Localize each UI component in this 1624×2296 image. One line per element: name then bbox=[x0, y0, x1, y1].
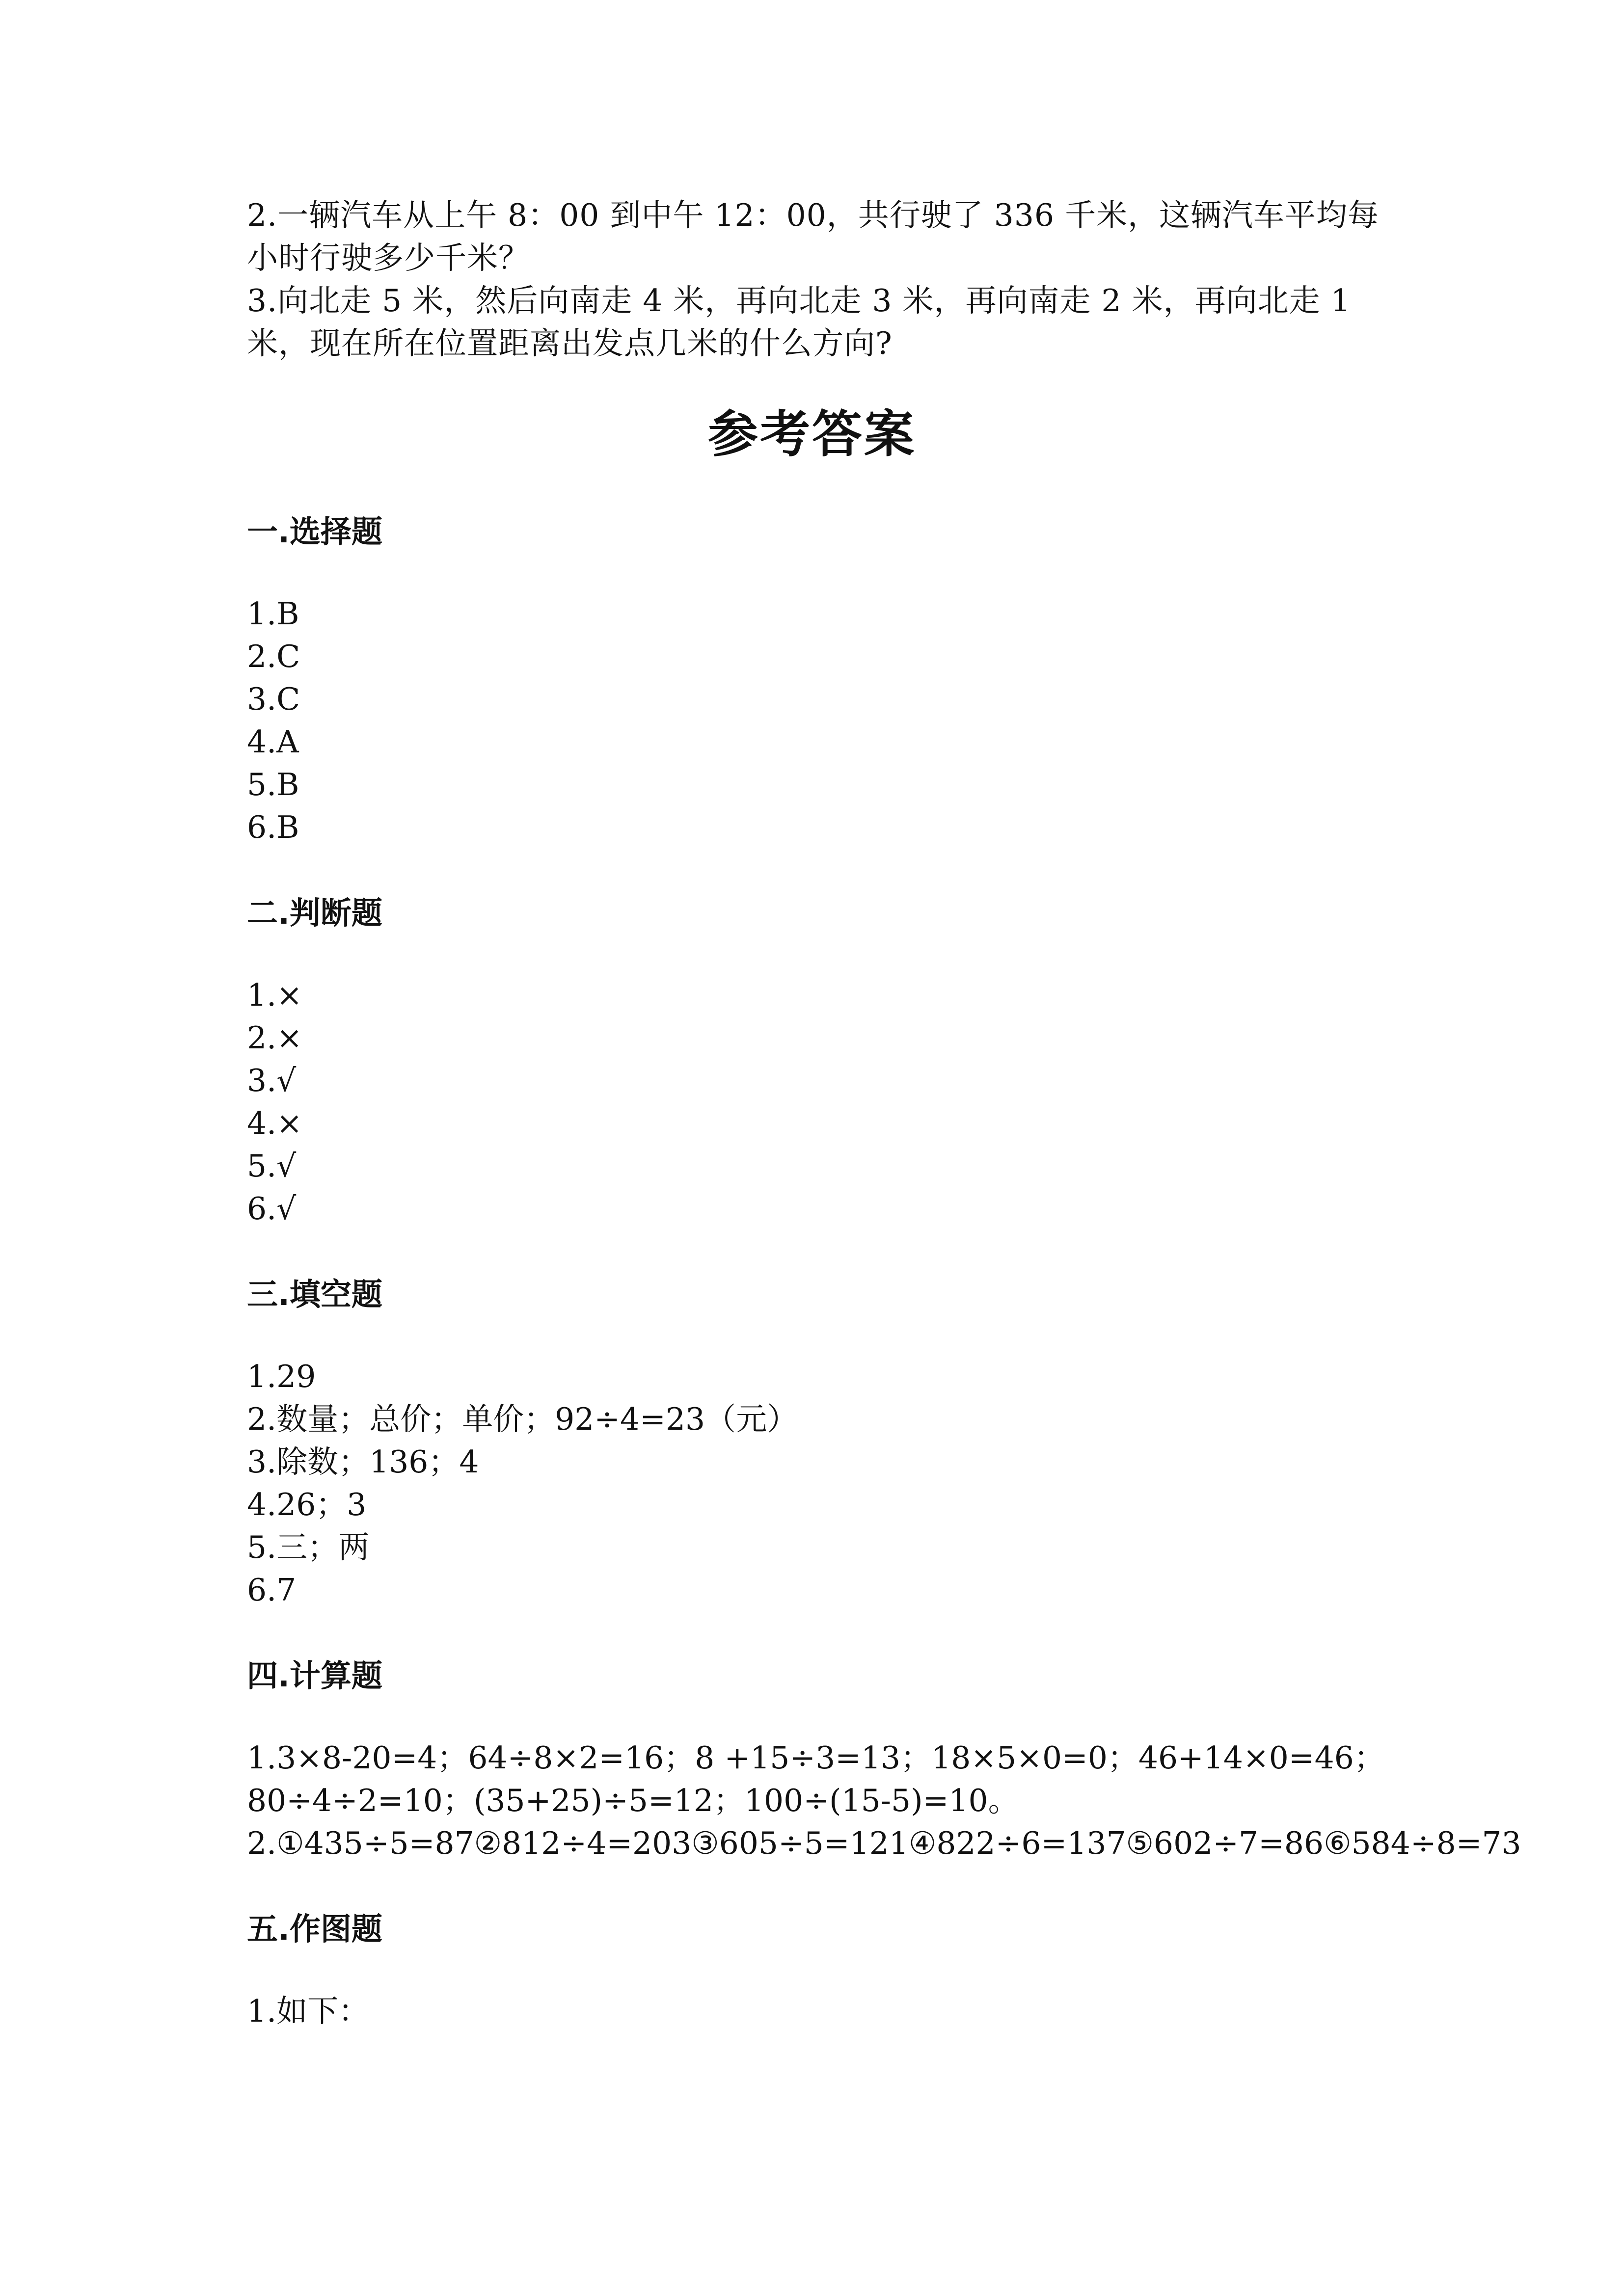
answer-item: 1.3×8-20=4；64÷8×2=16；8 +15÷3=13；18×5×0=0；46+14×0=46；80÷4÷2=10；(35+25)÷5=12；100÷(15-5)=10。 bbox=[247, 1740, 1385, 1818]
answer-item: 5.三；两 bbox=[247, 1529, 370, 1565]
section-fill-blank bbox=[247, 1273, 1396, 1611]
question-block bbox=[247, 194, 1386, 365]
answer-item: 1.29 bbox=[247, 1359, 316, 1394]
answer-item: 3.√ bbox=[247, 1063, 297, 1098]
section-choice bbox=[247, 510, 1396, 849]
section-title: 二.判断题 bbox=[247, 895, 382, 931]
answer-item: 5.√ bbox=[247, 1148, 297, 1184]
answer-item: 6.7 bbox=[247, 1572, 297, 1608]
answer-sections bbox=[247, 510, 1521, 2032]
section-title: 一.选择题 bbox=[247, 514, 382, 550]
section-title: 五.作图题 bbox=[247, 1911, 382, 1947]
answer-item: 3.C bbox=[247, 681, 300, 717]
section-title: 四.计算题 bbox=[247, 1658, 382, 1694]
answer-item: 6.√ bbox=[247, 1191, 297, 1227]
answer-item: 4.A bbox=[247, 724, 299, 760]
answer-item: 2.C bbox=[247, 639, 300, 674]
answer-item: 4.× bbox=[247, 1105, 302, 1141]
section-title: 三.填空题 bbox=[247, 1277, 382, 1312]
answer-item: 4.26；3 bbox=[247, 1487, 367, 1522]
question-3: 3.向北走 5 米，然后向南走 4 米，再向北走 3 米，再向南走 2 米，再向北走 1 米，现在所在位置距离出发点几米的什么方向? bbox=[247, 283, 1351, 361]
answer-item: 2.数量；总价；单价；92÷4=23（元） bbox=[247, 1401, 798, 1437]
answer-item: 1.如下： bbox=[247, 1993, 370, 2029]
answer-item: 2.①435÷5=87②812÷4=203③605÷5=121④822÷6=137⑤602÷7=86⑥584÷8=73 bbox=[247, 1825, 1521, 1861]
section-judgement bbox=[247, 892, 1396, 1230]
answer-title: 参考答案 bbox=[708, 405, 916, 464]
answer-item: 2.× bbox=[247, 1020, 302, 1056]
answer-item: 6.B bbox=[247, 809, 299, 845]
question-2: 2.一辆汽车从上午 8：00 到中午 12：00，共行驶了 336 千米，这辆汽车平均每小时行驶多少千米？ bbox=[247, 197, 1380, 276]
section-drawing bbox=[247, 1908, 1396, 2032]
answer-item: 5.B bbox=[247, 767, 299, 802]
section-calculation bbox=[247, 1655, 1521, 1865]
answer-item: 1.× bbox=[247, 977, 302, 1013]
answer-item: 1.B bbox=[247, 596, 299, 632]
answer-item: 3.除数；136；4 bbox=[247, 1444, 479, 1480]
